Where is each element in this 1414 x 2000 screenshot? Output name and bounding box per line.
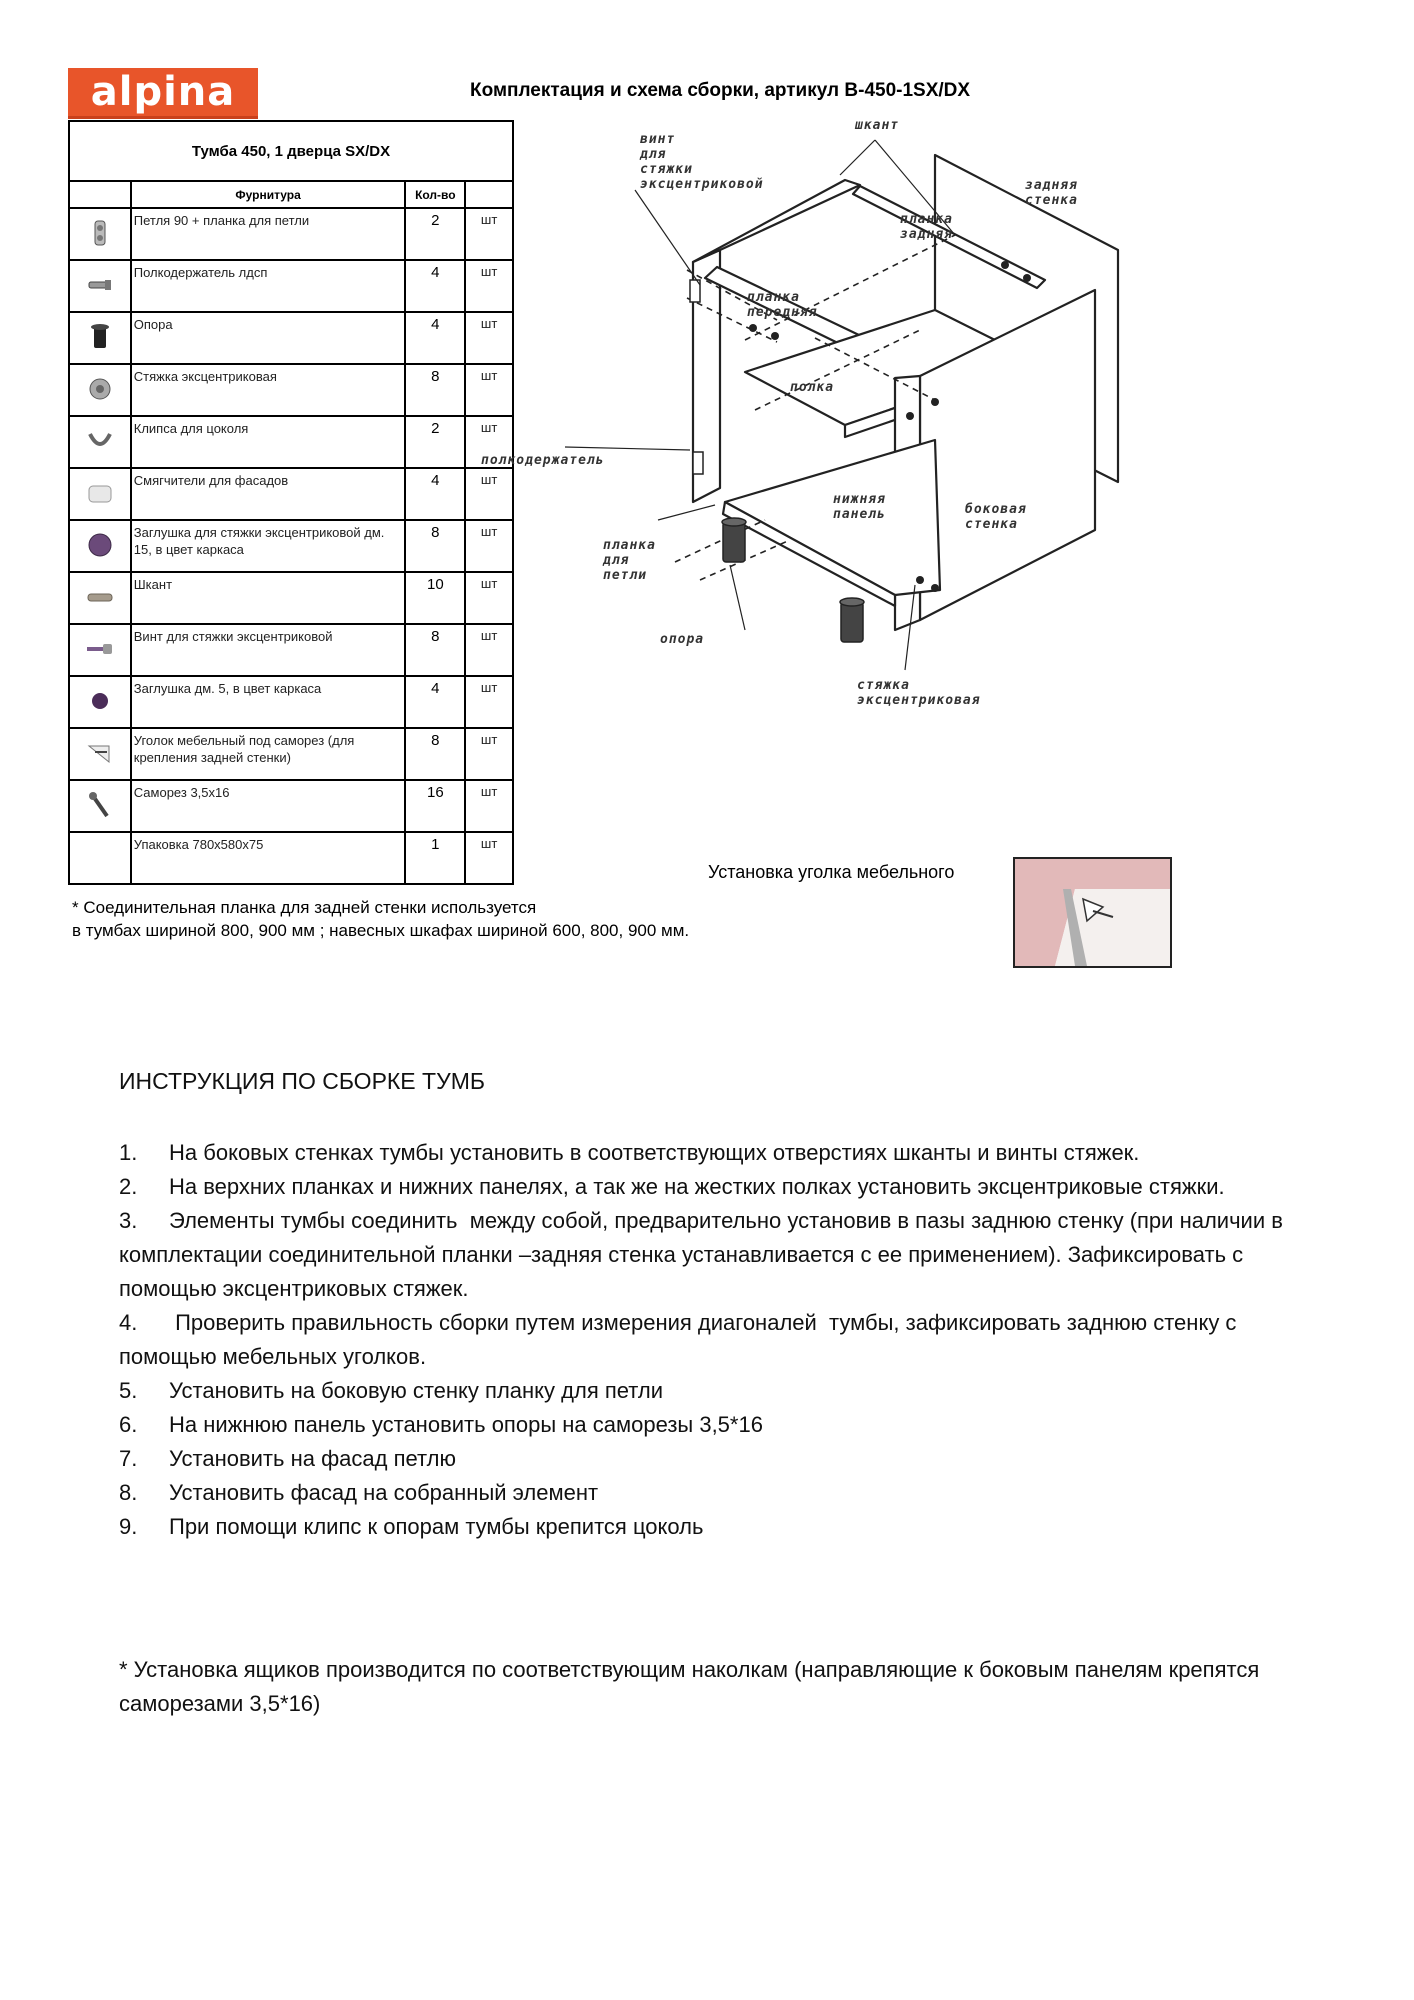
cap-icon bbox=[85, 530, 115, 560]
table-header-row bbox=[69, 181, 513, 208]
part-unit: шт bbox=[465, 416, 513, 468]
label-shelf-support: полкодержатель bbox=[481, 453, 605, 468]
step-number: 7. bbox=[119, 1446, 138, 1471]
part-image-cell bbox=[69, 572, 131, 624]
part-name: Винт для стяжки эксцентриковой bbox=[131, 624, 406, 676]
part-qty: 4 bbox=[405, 676, 465, 728]
step-text: Проверить правильность сборки путем измерения диагоналей тумбы, зафиксировать заднюю стенку с помощью мебельных уголков. bbox=[119, 1310, 1243, 1369]
step-text: На верхних планках и нижних панелях, а так же на жестких полках установить эксцентриковые стяжки. bbox=[169, 1174, 1225, 1199]
label-hinge-plate: планка для петли bbox=[603, 538, 656, 583]
part-image-cell bbox=[69, 676, 131, 728]
instructions-title: ИНСТРУКЦИЯ ПО СБОРКЕ ТУМБ bbox=[119, 1068, 485, 1094]
document-title: Комплектация и схема сборки, артикул B-450-1SX/DX bbox=[470, 80, 971, 101]
table-row bbox=[69, 676, 513, 728]
table-row bbox=[69, 572, 513, 624]
label-back-rail: планка задняя bbox=[900, 212, 953, 242]
part-image-cell bbox=[69, 520, 131, 572]
connecting-strip-note bbox=[72, 896, 689, 942]
brand-logo bbox=[68, 68, 258, 119]
part-qty: 8 bbox=[405, 728, 465, 780]
header-unit bbox=[465, 181, 513, 208]
table-row bbox=[69, 728, 513, 780]
label-side-wall: боковая стенка bbox=[965, 502, 1027, 532]
instruction-step bbox=[119, 1170, 1299, 1204]
corner-bracket-icon bbox=[85, 738, 115, 768]
part-image-cell bbox=[69, 624, 131, 676]
instruction-step bbox=[119, 1204, 1299, 1306]
label-shelf: полка bbox=[790, 380, 835, 395]
part-qty: 16 bbox=[405, 780, 465, 832]
part-qty: 2 bbox=[405, 416, 465, 468]
part-name: Уголок мебельный под саморез (для крепления задней стенки) bbox=[131, 728, 406, 780]
part-name: Упаковка 780х580х75 bbox=[131, 832, 406, 884]
step-text: Установить фасад на собранный элемент bbox=[169, 1480, 599, 1505]
part-qty: 8 bbox=[405, 364, 465, 416]
step-number: 2. bbox=[119, 1174, 138, 1199]
instruction-step bbox=[119, 1306, 1299, 1374]
part-name: Петля 90 + планка для петли bbox=[131, 208, 406, 260]
part-unit: шт bbox=[465, 364, 513, 416]
part-unit: шт bbox=[465, 520, 513, 572]
part-name: Стяжка эксцентриковая bbox=[131, 364, 406, 416]
part-name: Полкодержатель лдсп bbox=[131, 260, 406, 312]
step-text: Установить на боковую стенку планку для петли bbox=[169, 1378, 663, 1403]
part-qty: 4 bbox=[405, 260, 465, 312]
table-caption: Тумба 450, 1 дверца SX/DX bbox=[69, 121, 513, 181]
label-cam-lock: стяжка эксцентриковая bbox=[857, 678, 981, 708]
corner-install-figure bbox=[1013, 857, 1172, 968]
part-unit: шт bbox=[465, 208, 513, 260]
step-number: 1. bbox=[119, 1140, 138, 1165]
part-qty: 8 bbox=[405, 624, 465, 676]
step-number: 9. bbox=[119, 1514, 138, 1539]
part-unit: шт bbox=[465, 832, 513, 884]
hinge-icon bbox=[85, 218, 115, 248]
small-cap-icon bbox=[85, 686, 115, 716]
instruction-step bbox=[119, 1442, 1299, 1476]
instruction-step bbox=[119, 1408, 1299, 1442]
part-image-cell bbox=[69, 312, 131, 364]
parts-table bbox=[68, 120, 514, 885]
instruction-step bbox=[119, 1476, 1299, 1510]
step-number: 6. bbox=[119, 1412, 138, 1437]
header-qty: Кол-во bbox=[405, 181, 465, 208]
part-image-cell bbox=[69, 780, 131, 832]
part-name: Заглушка для стяжки эксцентриковой дм. 15, в цвет каркаса bbox=[131, 520, 406, 572]
part-qty: 1 bbox=[405, 832, 465, 884]
label-leg: опора bbox=[660, 632, 705, 647]
table-row bbox=[69, 416, 513, 468]
header-name: Фурнитура bbox=[131, 181, 406, 208]
instructions-steps bbox=[119, 1136, 1299, 1544]
part-qty: 8 bbox=[405, 520, 465, 572]
part-unit: шт bbox=[465, 676, 513, 728]
label-front-rail: планка передняя bbox=[747, 290, 818, 320]
table-row bbox=[69, 832, 513, 884]
leg-icon bbox=[85, 322, 115, 352]
part-image-cell bbox=[69, 260, 131, 312]
step-text: Элементы тумбы соединить между собой, предварительно установив в пазы заднюю стенку (при наличии в комплектации соединительной планки –задняя стенка устанавливается с ее применением). Зафиксировать с помощью эксцентриковых стяжек. bbox=[119, 1208, 1290, 1301]
part-unit: шт bbox=[465, 624, 513, 676]
note-line-2: в тумбах шириной 800, 900 мм ; навесных шкафах шириной 600, 800, 900 мм. bbox=[72, 921, 690, 940]
table-row bbox=[69, 312, 513, 364]
table-row bbox=[69, 364, 513, 416]
part-unit: шт bbox=[465, 572, 513, 624]
part-image-cell bbox=[69, 468, 131, 520]
cam-lock-icon bbox=[85, 374, 115, 404]
part-name: Шкант bbox=[131, 572, 406, 624]
corner-bracket-drawing bbox=[1015, 859, 1170, 966]
instruction-step bbox=[119, 1374, 1299, 1408]
label-cam-screw: винт для стяжки эксцентриковой bbox=[640, 132, 764, 192]
part-qty: 2 bbox=[405, 208, 465, 260]
label-back-wall: задняя стенка bbox=[1025, 178, 1078, 208]
parts-body bbox=[69, 208, 513, 884]
step-text: Установить на фасад петлю bbox=[169, 1446, 456, 1471]
part-name: Клипса для цоколя bbox=[131, 416, 406, 468]
part-unit: шт bbox=[465, 260, 513, 312]
cam-bolt-icon bbox=[85, 634, 115, 664]
step-text: На боковых стенках тумбы установить в соответствующих отверстиях шканты и винты стяжек. bbox=[169, 1140, 1140, 1165]
part-image-cell bbox=[69, 364, 131, 416]
shelf-support-icon bbox=[85, 270, 115, 300]
label-bottom-panel: нижняя панель bbox=[833, 492, 886, 522]
step-number: 5. bbox=[119, 1378, 138, 1403]
dowel-icon bbox=[85, 582, 115, 612]
part-qty: 10 bbox=[405, 572, 465, 624]
step-text: На нижнюю панель установить опоры на саморезы 3,5*16 bbox=[169, 1412, 763, 1437]
table-row bbox=[69, 520, 513, 572]
part-image-cell bbox=[69, 208, 131, 260]
step-number: 4. bbox=[119, 1310, 138, 1335]
part-image-cell bbox=[69, 416, 131, 468]
instruction-step bbox=[119, 1510, 1299, 1544]
step-number: 3. bbox=[119, 1208, 138, 1233]
bumper-icon bbox=[85, 478, 115, 508]
part-name: Саморез 3,5х16 bbox=[131, 780, 406, 832]
part-image-cell bbox=[69, 728, 131, 780]
part-unit: шт bbox=[465, 728, 513, 780]
part-qty: 4 bbox=[405, 312, 465, 364]
part-unit: шт bbox=[465, 780, 513, 832]
step-number: 8. bbox=[119, 1480, 138, 1505]
table-row bbox=[69, 780, 513, 832]
table-row bbox=[69, 208, 513, 260]
part-image-cell bbox=[69, 832, 131, 884]
note-line-1: * Соединительная планка для задней стенки используется bbox=[72, 898, 537, 917]
screw-icon bbox=[85, 790, 115, 820]
instruction-step bbox=[119, 1136, 1299, 1170]
corner-install-caption: Установка уголка мебельного bbox=[708, 862, 955, 882]
label-dowel: шкант bbox=[855, 118, 900, 133]
step-text: При помощи клипс к опорам тумбы крепится цоколь bbox=[169, 1514, 704, 1539]
table-row bbox=[69, 624, 513, 676]
drawers-footnote: * Установка ящиков производится по соответствующим наколкам (направляющие к боковым панелям крепятся саморезами 3,5*16) bbox=[119, 1657, 1260, 1716]
brand-logo-text: alpina bbox=[90, 69, 236, 115]
plinth-clip-icon bbox=[85, 426, 115, 456]
left-side-top-edge bbox=[693, 180, 860, 262]
part-unit: шт bbox=[465, 468, 513, 520]
part-name: Заглушка дм. 5, в цвет каркаса bbox=[131, 676, 406, 728]
part-name: Опора bbox=[131, 312, 406, 364]
part-qty: 4 bbox=[405, 468, 465, 520]
table-row bbox=[69, 260, 513, 312]
part-name: Смягчители для фасадов bbox=[131, 468, 406, 520]
header-image bbox=[69, 181, 131, 208]
part-unit: шт bbox=[465, 312, 513, 364]
table-row bbox=[69, 468, 513, 520]
